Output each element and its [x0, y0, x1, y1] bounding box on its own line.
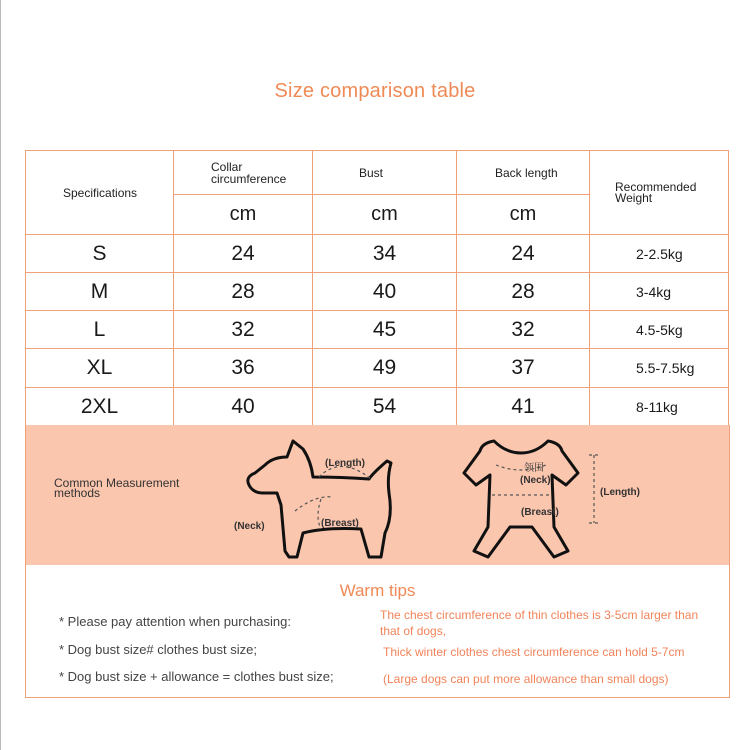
- collar-cell: 28: [174, 273, 313, 311]
- unit-collar: cm: [174, 195, 313, 235]
- header-collar: Collar circumference: [174, 151, 313, 195]
- back-length-cell: 37: [457, 349, 590, 388]
- size-table: [25, 150, 729, 426]
- size-cell: S: [26, 235, 174, 273]
- warm-tips-title: Warm tips: [339, 581, 416, 600]
- bust-cell: 40: [313, 273, 457, 311]
- tip-left-2: * Dog bust size# clothes bust size;: [59, 642, 257, 657]
- header-recommended-weight: Recommended Weight: [590, 151, 729, 235]
- measurement-label: Common Measurement methods: [54, 476, 180, 500]
- tip-right-2: Thick winter clothes chest circumference can hold 5-7cm: [383, 645, 685, 659]
- tip-left-3: * Dog bust size + allowance = clothes bust size;: [59, 669, 334, 684]
- bust-cell: 34: [313, 235, 457, 273]
- size-cell: L: [26, 311, 174, 349]
- page-edge-line: [0, 0, 1, 750]
- table-row: [26, 311, 729, 349]
- table-row: [26, 388, 729, 426]
- back-length-cell: 24: [457, 235, 590, 273]
- neck-dashed-line: [295, 497, 333, 511]
- header-bust: Bust: [313, 151, 457, 195]
- dog-measurement-diagram: [231, 433, 441, 561]
- weight-cell: 2-2.5kg: [590, 235, 729, 273]
- back-length-cell: 32: [457, 311, 590, 349]
- table-row: [26, 349, 729, 388]
- clothes-neck-label: (Neck): [520, 475, 551, 486]
- measurement-section: [25, 425, 730, 565]
- back-length-cell: 28: [457, 273, 590, 311]
- collar-cell: 24: [174, 235, 313, 273]
- page-title: Size comparison table: [274, 80, 476, 102]
- size-cell: M: [26, 273, 174, 311]
- header-back-length: Back length: [457, 151, 590, 195]
- dog-neck-label: (Neck): [234, 521, 265, 532]
- size-cell: XL: [26, 349, 174, 388]
- warm-tips-section: [25, 565, 730, 698]
- clothes-measurement-diagram: [454, 435, 654, 560]
- tip-right-1: The chest circumference of thin clothes is 3-5cm larger than that of dogs,: [380, 608, 699, 638]
- weight-cell: 5.5-7.5kg: [590, 349, 729, 388]
- clothes-breast-label: (Breast): [521, 507, 559, 518]
- header-row: [26, 151, 729, 195]
- bust-cell: 45: [313, 311, 457, 349]
- dog-length-label: (Length): [325, 458, 365, 469]
- tip-right-3: (Large dogs can put more allowance than small dogs): [383, 672, 669, 686]
- tip-left-1: * Please pay attention when purchasing:: [59, 614, 291, 629]
- clothes-outline-icon: [464, 441, 578, 557]
- dog-outline-icon: [248, 441, 391, 557]
- dog-breast-label: (Breast): [321, 518, 359, 529]
- weight-cell: 3-4kg: [590, 273, 729, 311]
- table-row: [26, 273, 729, 311]
- unit-bust: cm: [313, 195, 457, 235]
- clothes-length-label: (Length): [600, 487, 640, 498]
- table-row: [26, 235, 729, 273]
- unit-back-length: cm: [457, 195, 590, 235]
- bust-cell: 49: [313, 349, 457, 388]
- header-specifications: Specifications: [26, 151, 174, 235]
- length-dashed-line: [589, 455, 598, 523]
- weight-cell: 8-11kg: [590, 388, 729, 426]
- size-cell: 2XL: [26, 388, 174, 426]
- collar-cell: 36: [174, 349, 313, 388]
- back-length-cell: 41: [457, 388, 590, 426]
- clothes-collar-label: 领围: [524, 463, 544, 474]
- collar-cell: 32: [174, 311, 313, 349]
- collar-cell: 40: [174, 388, 313, 426]
- weight-cell: 4.5-5kg: [590, 311, 729, 349]
- bust-cell: 54: [313, 388, 457, 426]
